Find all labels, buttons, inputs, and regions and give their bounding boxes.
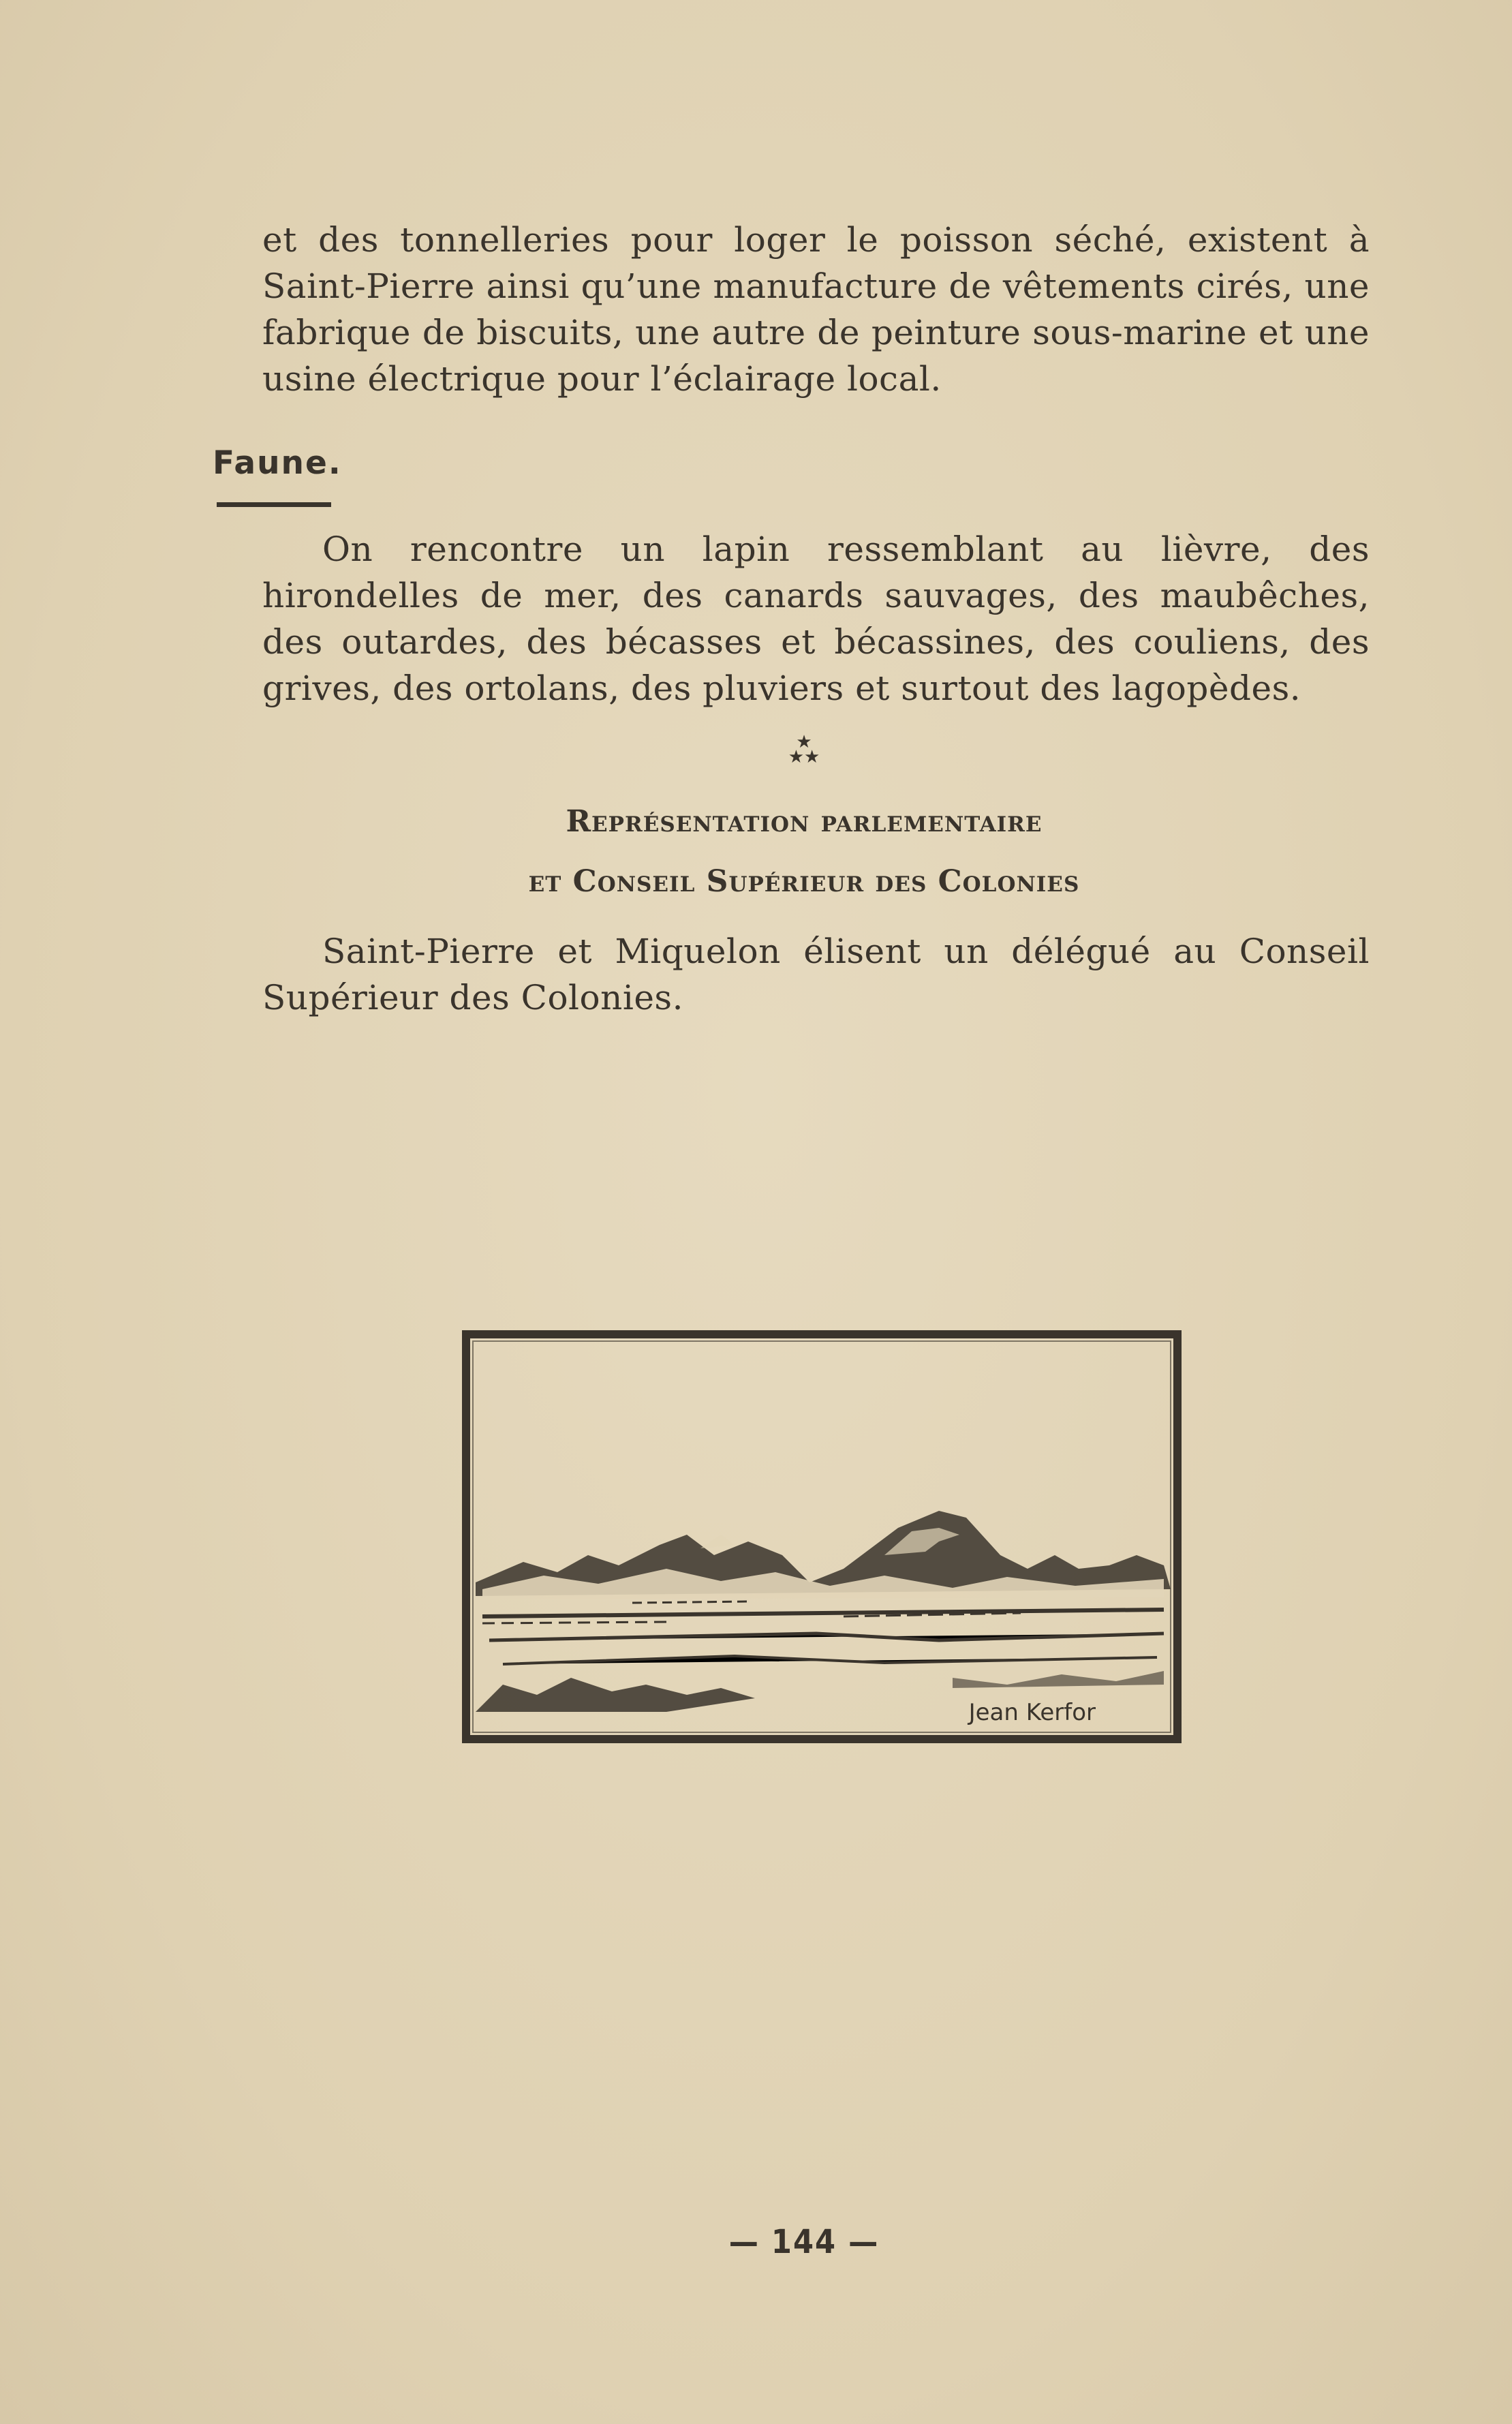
landscape-woodcut-illustration — [462, 1330, 1182, 1743]
section-title-line-1: Représentation parlementaire — [566, 804, 1043, 839]
asterism-ornament: ★ ★★ — [788, 732, 820, 767]
paragraph-faune: On rencontre un lapin ressemblant au lièvre, des hirondelles de mer, des canards sauvages, des maubêches, des outardes, des bécasses et bécassines, des couliens, des grives, des ortolans, des pluviers et surtout des lagopèdes. — [262, 530, 1370, 708]
heading-underline — [217, 502, 331, 507]
page-number: — 144 — — [728, 2223, 880, 2261]
paragraph-industries: et des tonnelleries pour loger le poisson séché, existent à Saint-Pierre ainsi qu’une manufacture de vêtements cirés, une fabrique de biscuits, une autre de peinture sous-marine et une usine électrique pour l’éclairage local. — [262, 220, 1370, 399]
paragraph-representation: Saint-Pierre et Miquelon élisent un délégué au Conseil Supérieur des Colonies. — [262, 932, 1370, 1017]
section-title-line-2: et Conseil Supérieur des Colonies — [528, 864, 1080, 899]
illustration-signature: Jean Kerfor — [968, 1699, 1096, 1726]
heading-faune: Faune. — [213, 444, 342, 482]
